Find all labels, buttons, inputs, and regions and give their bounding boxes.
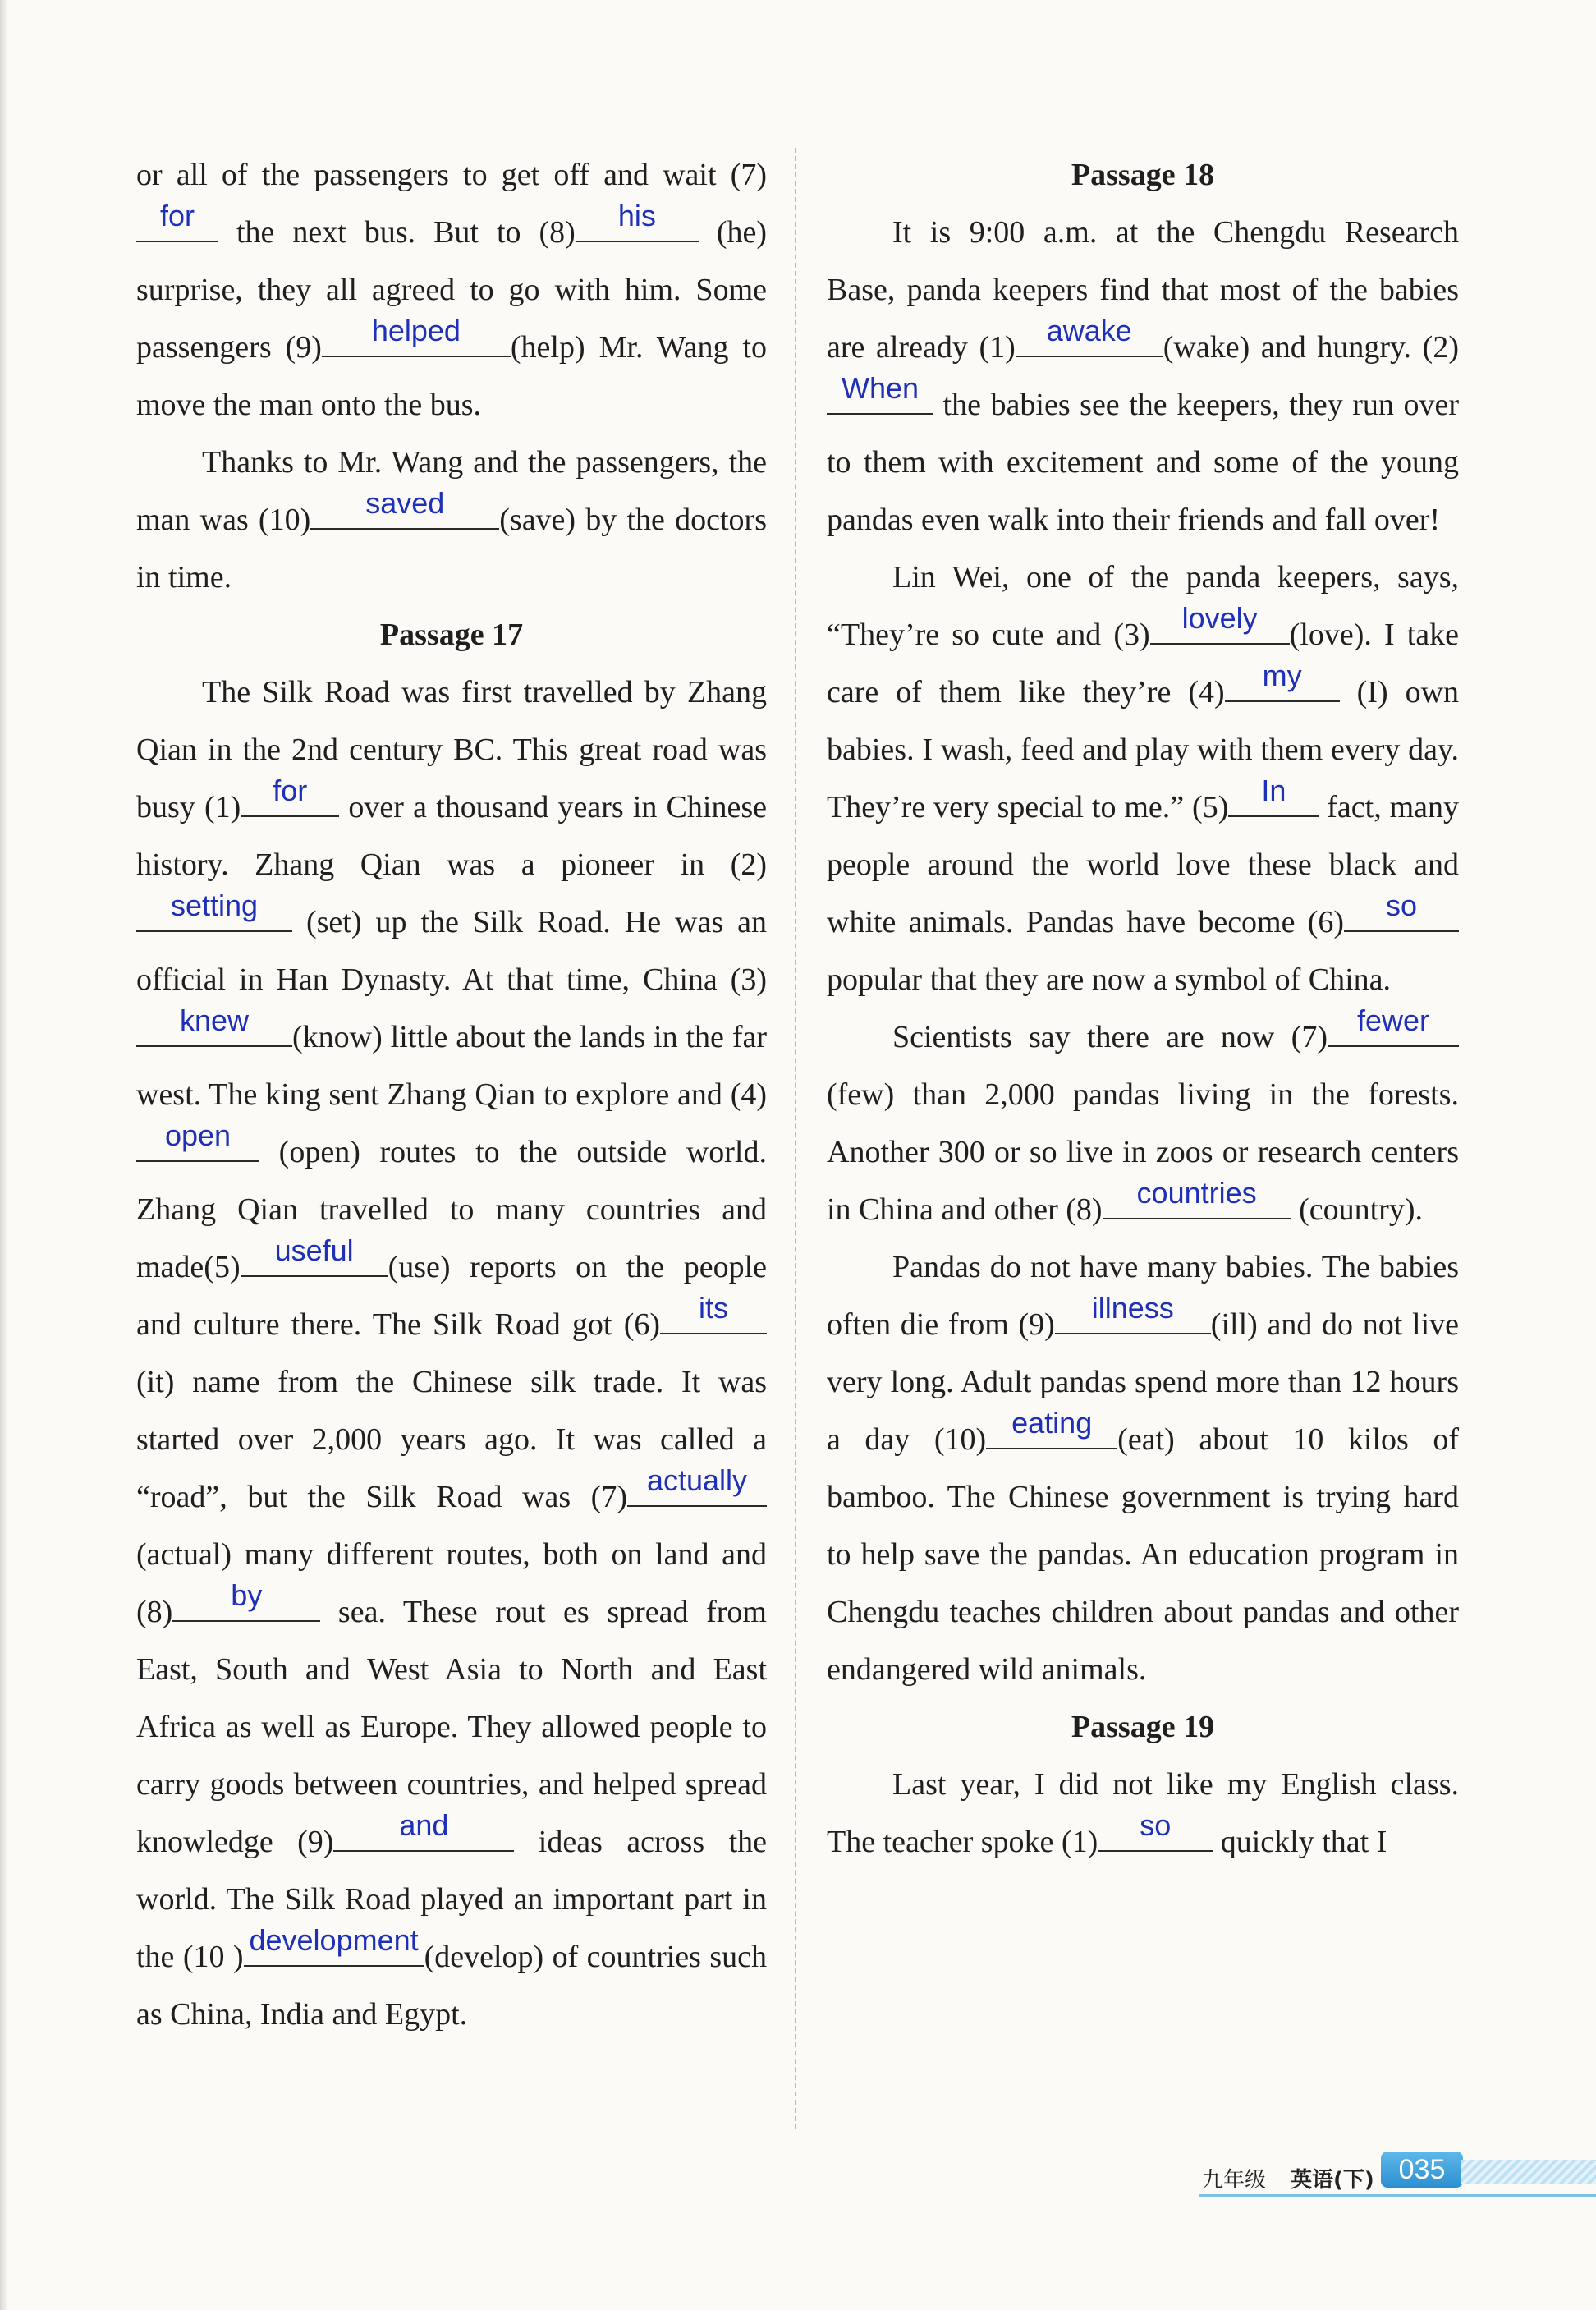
grade-label: 九年级 [1202, 2168, 1267, 2193]
p18-answer-blank-1[interactable]: awake [1016, 323, 1163, 357]
passage17-title: Passage 17 [379, 618, 524, 652]
passage16-closing-paragraph: Thanks to Mr. Wang and the passengers, the man was (10) saved (save) by the doctors in time. [136, 445, 767, 595]
left-column [136, 146, 767, 2043]
footer-stripe-decoration [1461, 2160, 1596, 2184]
passage18-title: Passage 18 [1071, 158, 1215, 192]
p18-answer-blank-8[interactable]: countries [1103, 1185, 1291, 1219]
passage18-paragraph-1: It is 9:00 a.m. at the Chengdu Research Base, panda keepers find that most of the babies are already (1) awake (wake) and hungry. (2) When the babies see the keepers, they run over to them with excitement and some of the young pandas even walk into their friends and fall over! [827, 215, 1459, 537]
p19-answer-blank-1[interactable]: so [1098, 1817, 1213, 1852]
p18-answer-blank-5[interactable]: In [1228, 783, 1319, 817]
p18-answer-blank-6[interactable]: so [1344, 898, 1459, 932]
p18-answer-blank-4[interactable]: my [1225, 668, 1340, 702]
p17-answer-blank-10[interactable]: development [244, 1932, 424, 1967]
passage18-paragraph-4: Pandas do not have many babies. The babies often die from (9) illness (ill) and do not live very long. Adult pandas spend more than 12 hours a day (10) eating (eat) about 10 kilos of bamboo. The Chinese government is trying hard to help save the pandas. An education program in Chengdu teaches children about pandas and other endangered wild animals. [827, 1250, 1459, 1687]
passage18-paragraph-3: Scientists say there are now (7) fewer (few) than 2,000 pandas living in the forests. Another 300 or so live in zoos or research centers in China and other (8) countries (country). [827, 1003, 1459, 1227]
p17-answer-blank-2[interactable]: setting [136, 898, 292, 932]
page-number-badge: 035 [1381, 2152, 1463, 2188]
footer-rule [1199, 2194, 1596, 2197]
right-column [827, 146, 1459, 1871]
passage17-body: The Silk Road was first travelled by Zhang Qian in the 2nd century BC. This great road was busy (1) for over a thousand years in Chinese history. Zhang Qian was a pioneer in (2) setting (set) up the Silk Road. He was an official in Han Dynasty. At that time, China (3) knew (know) little about the lands in the far west. The king sent Zhang Qian to explore and (4) open (open) routes to the outside world. Zhang Qian travelled to many countries and made(5) useful (use) reports on the people and culture there. The Silk Road got (6) its (it) name from the Chinese silk trade. It was started over 2,000 years ago. It was called a “road”, but the Silk Road was (7) actually (actual) many different routes, both on land and (8) by sea. These rout es spread from East, South and West Asia to North and East Africa as well as Europe. They allowed people to carry goods between countries, and helped spread knowledge (9) and ideas across the world. The Silk Road played an important part in the (10 ) development (develop) of countries such as China, India and Egypt. [136, 675, 767, 2032]
p17-answer-blank-4[interactable]: open [136, 1127, 259, 1162]
p17-answer-blank-5[interactable]: useful [241, 1242, 388, 1277]
subject-label: 英语(下) [1291, 2168, 1374, 2193]
passage19-title: Passage 19 [1071, 1710, 1215, 1744]
p18-answer-blank-3[interactable]: lovely [1150, 610, 1290, 645]
column-divider [795, 148, 796, 2129]
p18-answer-blank-10[interactable]: eating [986, 1415, 1117, 1449]
answer-blank-8[interactable]: his [576, 208, 699, 242]
p18-answer-blank-7[interactable]: fewer [1328, 1013, 1459, 1047]
p17-answer-blank-7[interactable]: actually [627, 1472, 767, 1507]
p18-answer-blank-9[interactable]: illness [1055, 1300, 1211, 1334]
p17-answer-blank-9[interactable]: and [333, 1817, 514, 1852]
answer-blank-10[interactable]: saved [310, 495, 499, 530]
answer-blank-9[interactable]: helped [322, 323, 511, 357]
p17-answer-blank-3[interactable]: knew [136, 1013, 292, 1047]
p17-answer-blank-6[interactable]: its [660, 1300, 767, 1334]
answer-blank-7[interactable]: for [136, 208, 218, 242]
p18-answer-blank-2[interactable]: When [827, 380, 933, 415]
passage16-continued-paragraph: or all of the passengers to get off and wait (7) for the next bus. But to (8) his (he) surprise, they all agreed to go with him. Some passengers (9) helped (help) Mr. Wang to move the man onto the bus. [136, 158, 767, 422]
p17-answer-blank-1[interactable]: for [241, 783, 339, 817]
p17-answer-blank-8[interactable]: by [172, 1587, 320, 1622]
page-footer [1199, 2152, 1596, 2193]
passage19-paragraph-1: Last year, I did not like my English class. The teacher spoke (1) so quickly that I [827, 1767, 1459, 1859]
passage18-paragraph-2: Lin Wei, one of the panda keepers, says, “They’re so cute and (3) lovely (love). I take care of them like they’re (4) my (I) own babies. I wash, feed and play with them every day. They’re very special to me.” (5) In fact, many people around the world love these black and white animals. Pandas have become (6) so popular that they are now a symbol of China. [827, 560, 1460, 997]
